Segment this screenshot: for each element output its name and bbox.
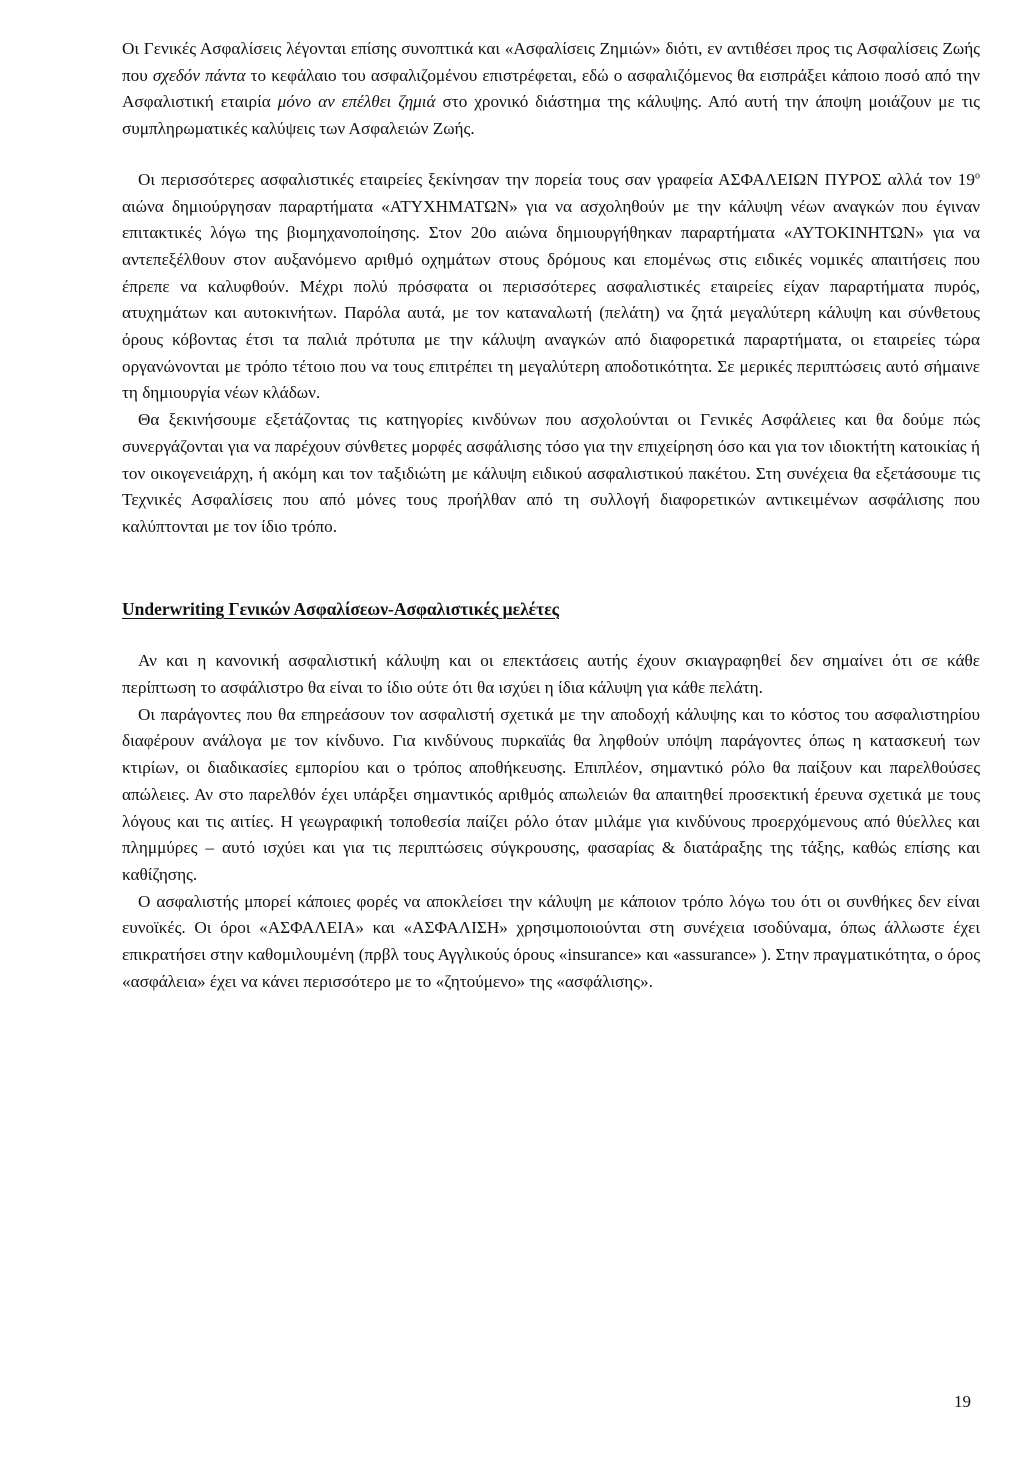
paragraph-insurance-history (122, 167, 980, 407)
p2-superscript: ο (975, 170, 980, 182)
p2-text-2: αιώνα δημιούργησαν παραρτήματα «ΑΤΥΧΗΜΑΤΩΝ» για να ασχοληθούν με την κάλυψη νέων αναγκών που έγιναν επιτακτικές λόγω της βιομηχανοποίησης. Στον 20ο αιώνα δημιουργήθηκαν παραρτήματα «ΑΥΤΟΚΙΝΗΤΩΝ» για να αντεπεξέλθουν στον αυξανόμενο αριθμό οχημάτων στους δρόμους και επομένως στις ειδικές νομικές απαιτήσεις που έπρεπε να καλυφθούν. Μέχρι πολύ πρόσφατα οι περισσότερες ασφαλιστικές εταιρείες είχαν παραρτήματα πυρός, ατυχημάτων και αυτοκινήτων. Παρόλα αυτά, με τον καταναλωτή (πελάτη) να ζητά μεγαλύτερη κάλυψη και σύνθετους όρους κόβοντας έτσι τα παλιά πρότυπα με την κάλυψη αναγκών από διαφορετικά παραρτήματα, οι εταιρείες τώρα οργανώνονται με τρόπο τέτοιο που να τους επιτρέπει τη μεγαλύτερη αποδοτικότητα. Σε μερικές περιπτώσεις αυτό σήμαινε τη δημιουργία νέων κλάδων. (122, 196, 980, 403)
paragraph-terms (122, 889, 980, 996)
p5-text: Οι παράγοντες που θα επηρεάσουν τον ασφαλιστή σχετικά με την αποδοχή κάλυψης και το κόστος του ασφαλιστηρίου διαφέρουν ανάλογα με τον κίνδυνο. Για κινδύνους πυρκαϊάς θα ληφθούν υπόψη παράγοντες όπως η κατασκευή των κτιρίων, οι διαδικασίες εμπορίου και ο τρόπος αποθήκευσης. Επιπλέον, σημαντικό ρόλο θα παίξουν και παρελθούσες απώλειες. Αν στο παρελθόν έχει υπάρξει σημαντικός αριθμός απωλειών θα απαιτηθεί προσεκτική έρευνα σχετικά με τους λόγους και τις αιτίες. Η γεωγραφική τοποθεσία παίζει ρόλο όταν μιλάμε για κινδύνους προερχόμενους από θύελλες και πλημμύρες – αυτό ισχύει και για τις περιπτώσεις σύγκρουσης, φασαρίας & διατάραξης της τάξης, καθώς επίσης και καθίζησης. (122, 704, 980, 884)
paragraph-general-insurance (122, 36, 980, 143)
p6-text: Ο ασφαλιστής μπορεί κάποιες φορές να αποκλείσει την κάλυψη με κάποιον τρόπο λόγω του ότι οι συνθήκες δεν είναι ευνοϊκές. Οι όροι «ΑΣΦΑΛΕΙΑ» και «ΑΣΦΑΛΙΣΗ» χρησιμοποιούνται στη συνέχεια ισοδύναμα, όπως άλλωστε έχει επικρατήσει στην καθομιλουμένη (πρβλ τους Αγγλικούς όρους «insurance» και «assurance» ). Στην πραγματικότητα, ο όρος «ασφάλεια» έχει να κάνει περισσότερο με το «ζητούμενο» της «ασφάλισης». (122, 891, 980, 991)
p1-text-1: Οι Γενικές Ασφαλίσεις λέγονται επίσης συνοπτικά και «Ασφαλίσεις Ζημιών» διότι, εν αντιθέσει προς τις Ασφαλίσεις Ζωής που (122, 39, 980, 85)
paragraph-risk-categories (122, 407, 980, 541)
p1-italic-1: σχεδόν πάντα (152, 65, 246, 85)
section-heading: Underwriting Γενικών Ασφαλίσεων-Ασφαλιστικές μελέτες (122, 598, 560, 619)
section-underwriting (122, 648, 980, 995)
p2-text-1: Οι περισσότερες ασφαλιστικές εταιρείες ξεκίνησαν την πορεία τους σαν γραφεία ΑΣΦΑΛΕΙΩΝ ΠΥΡΟΣ αλλά τον 19 (138, 169, 975, 189)
paragraph-coverage (122, 648, 980, 701)
page-number: 19 (954, 1392, 971, 1411)
p4-text: Αν και η κανονική ασφαλιστική κάλυψη και οι επεκτάσεις αυτής έχουν σκιαγραφηθεί δεν σημαίνει ότι σε κάθε περίπτωση το ασφάλιστρο θα είναι το ίδιο ούτε ότι θα ισχύει η ίδια κάλυψη για κάθε πελάτη. (122, 651, 980, 698)
p1-text-2: το κεφάλαιο του ασφαλιζομένου επιστρέφεται, εδώ ο ασφαλιζόμενος θα εισπράξει κάποιο ποσό από την Ασφαλιστική εταιρία (122, 65, 980, 112)
p3-text: Θα ξεκινήσουμε εξετάζοντας τις κατηγορίες κινδύνων που ασχολούνται οι Γενικές Ασφάλειες και θα δούμε πώς συνεργάζονται για να παρέχουν σύνθετες μορφές ασφάλισης τόσο για την επιχείρηση όσο και για τον ιδιοκτήτη κατοικίας ή τον οικογενειάρχη, ή ακόμη και τον ταξιδιώτη με κάλυψη ειδικού ασφαλιστικού πακέτου. Στη συνέχεια θα εξετάσουμε τις Τεχνικές Ασφαλίσεις που από μόνες τους προήλθαν από τη συλλογή διαφορετικών αντικειμένων ασφάλισης που καλύπτονται με τον ίδιο τρόπο. (122, 410, 980, 536)
document-page (122, 36, 980, 996)
p1-text-3: στο χρονικό διάστημα της κάλυψης. Από αυτή την άποψη μοιάζουν με τις συμπληρωματικές καλύψεις των Ασφαλειών Ζωής. (122, 92, 980, 139)
paragraph-factors (122, 702, 980, 889)
p1-italic-2: μόνο αν επέλθει ζημιά (277, 92, 436, 112)
